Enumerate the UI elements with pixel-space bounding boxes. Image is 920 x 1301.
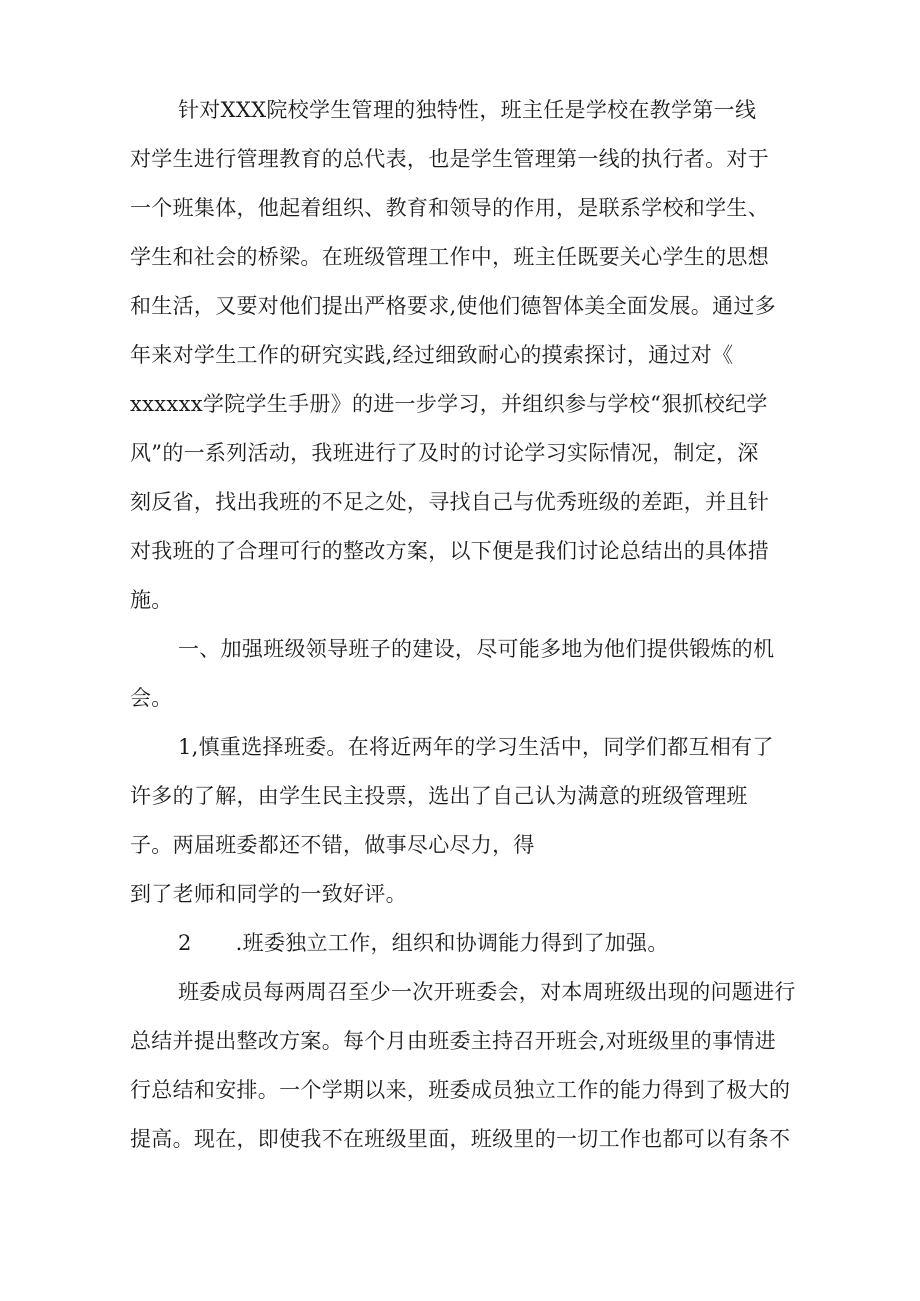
paragraph-line: 刻反省，找出我班的不足之处，寻找自己与优秀班级的差距，并且针 [130,490,769,514]
paragraph-line: 对学生进行管理教育的总代表，也是学生管理第一线的执行者。对于 [130,147,769,171]
list-item-line: 子。两届班委都还不错，做事尽心尽力，得 [130,833,535,857]
list-item-line: 许多的了解，由学生民主投票，选出了自己认为满意的班级管理班 [130,784,748,808]
paragraph-line: 总结并提出整改方案。每个月由班委主持召开班会,对班级里的事情进 [130,1029,776,1053]
list-item-text: .班委独立工作，组织和协调能力得到了加强。 [235,931,669,955]
paragraph-line: 针对XXX院校学生管理的独特性，班主任是学校在教学第一线 [178,98,757,122]
list-item-number: 2 [178,931,192,955]
section-heading-line: 一、加强班级领导班子的建设，尽可能多地为他们提供锻炼的机 [178,637,775,661]
list-item-line: 到了老师和同学的一致好评。 [130,882,407,906]
paragraph-line: 风”的一系列活动，我班进行了及时的讨论学习实际情况，制定，深 [130,441,759,465]
paragraph-line: 施。 [130,588,173,612]
paragraph-line: 年来对学生工作的研究实践,经过细致耐心的摸索探讨，通过对《 [130,343,734,367]
paragraph-line: xxxxxx学院学生手册》的进一步学习，并组织参与学校“狠抓校纪学 [130,392,768,416]
paragraph-line: 行总结和安排。一个学期以来，班委成员独立工作的能力得到了极大的 [130,1078,791,1102]
paragraph-line: 学生和社会的桥梁。在班级管理工作中，班主任既要关心学生的思想 [130,245,769,269]
paragraph-line: 对我班的了合理可行的整改方案，以下便是我们讨论总结出的具体措 [130,539,769,563]
list-item-line [178,929,669,957]
paragraph-line: 提高。现在，即使我不在班级里面，班级里的一切工作也都可以有条不 [130,1127,791,1151]
paragraph-line: 班委成员每两周召至少一次开班委会，对本周班级出现的问题进行 [178,980,796,1004]
paragraph-line: 和生活，又要对他们提出严格要求,使他们德智体美全面发展。通过多 [130,294,776,318]
list-item-line: 1,慎重选择班委。在将近两年的学习生活中，同学们都互相有了 [178,735,774,759]
paragraph-line: 一个班集体，他起着组织、教育和领导的作用，是联系学校和学生、 [130,196,769,220]
section-heading-line: 会。 [130,686,173,710]
